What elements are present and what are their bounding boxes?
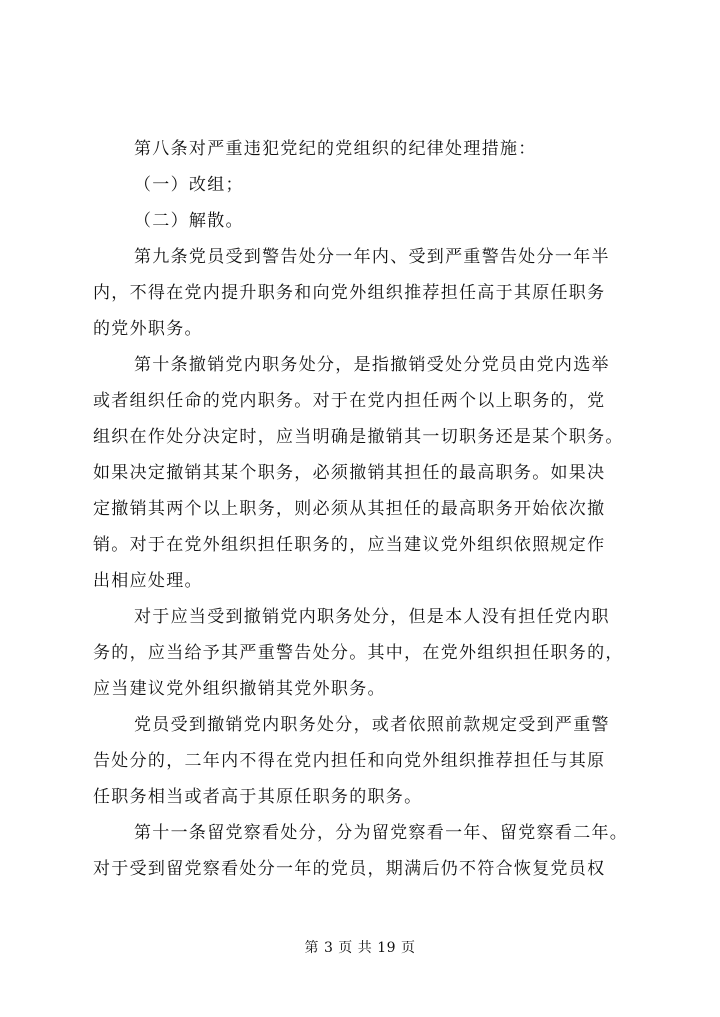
text-line: 第十条撤销党内职务处分，是指撤销受处分党员由党内选举 xyxy=(134,355,610,375)
page-number-footer: 第 3 页 共 19 页 xyxy=(304,940,416,956)
text-line: 对于应当受到撤销党内职务处分，但是本人没有担任党内职 xyxy=(134,607,610,627)
text-line: 如果决定撤销其某个职务，必须撤销其担任的最高职务。如果决 xyxy=(93,463,606,483)
text-line: 第八条对严重违犯党纪的党组织的纪律处理措施： xyxy=(134,139,537,159)
text-line: 务的，应当给予其严重警告处分。其中，在党外组织担任职务的， xyxy=(93,643,624,663)
text-line: 定撤销其两个以上职务，则必须从其担任的最高职务开始依次撤 xyxy=(93,499,606,519)
text-line: 销。对于在党外组织担任职务的，应当建议党外组织依照规定作 xyxy=(93,535,606,555)
document-body xyxy=(93,131,629,887)
text-line: 党员受到撤销党内职务处分，或者依照前款规定受到严重警 xyxy=(134,715,610,735)
text-line: 第十一条留党察看处分，分为留党察看一年、留党察看二年。 xyxy=(134,823,629,843)
text-line: 出相应处理。 xyxy=(93,571,203,591)
text-line: 组织在作处分决定时，应当明确是撤销其一切职务还是某个职务。 xyxy=(93,427,624,447)
text-line: 告处分的，二年内不得在党内担任和向党外组织推荐担任与其原 xyxy=(93,751,606,771)
text-line: 对于受到留党察看处分一年的党员，期满后仍不符合恢复党员权 xyxy=(93,859,606,879)
text-line: （二）解散。 xyxy=(134,211,244,231)
text-line: 任职务相当或者高于其原任职务的职务。 xyxy=(93,787,423,807)
text-line: 内，不得在党内提升职务和向党外组织推荐担任高于其原任职务 xyxy=(93,283,606,303)
text-line: 的党外职务。 xyxy=(93,319,203,339)
text-line: 应当建议党外组织撤销其党外职务。 xyxy=(93,679,386,699)
text-line: 或者组织任命的党内职务。对于在党内担任两个以上职务的，党 xyxy=(93,391,606,411)
text-line: 第九条党员受到警告处分一年内、受到严重警告处分一年半 xyxy=(134,247,610,267)
text-line: （一）改组； xyxy=(134,175,244,195)
